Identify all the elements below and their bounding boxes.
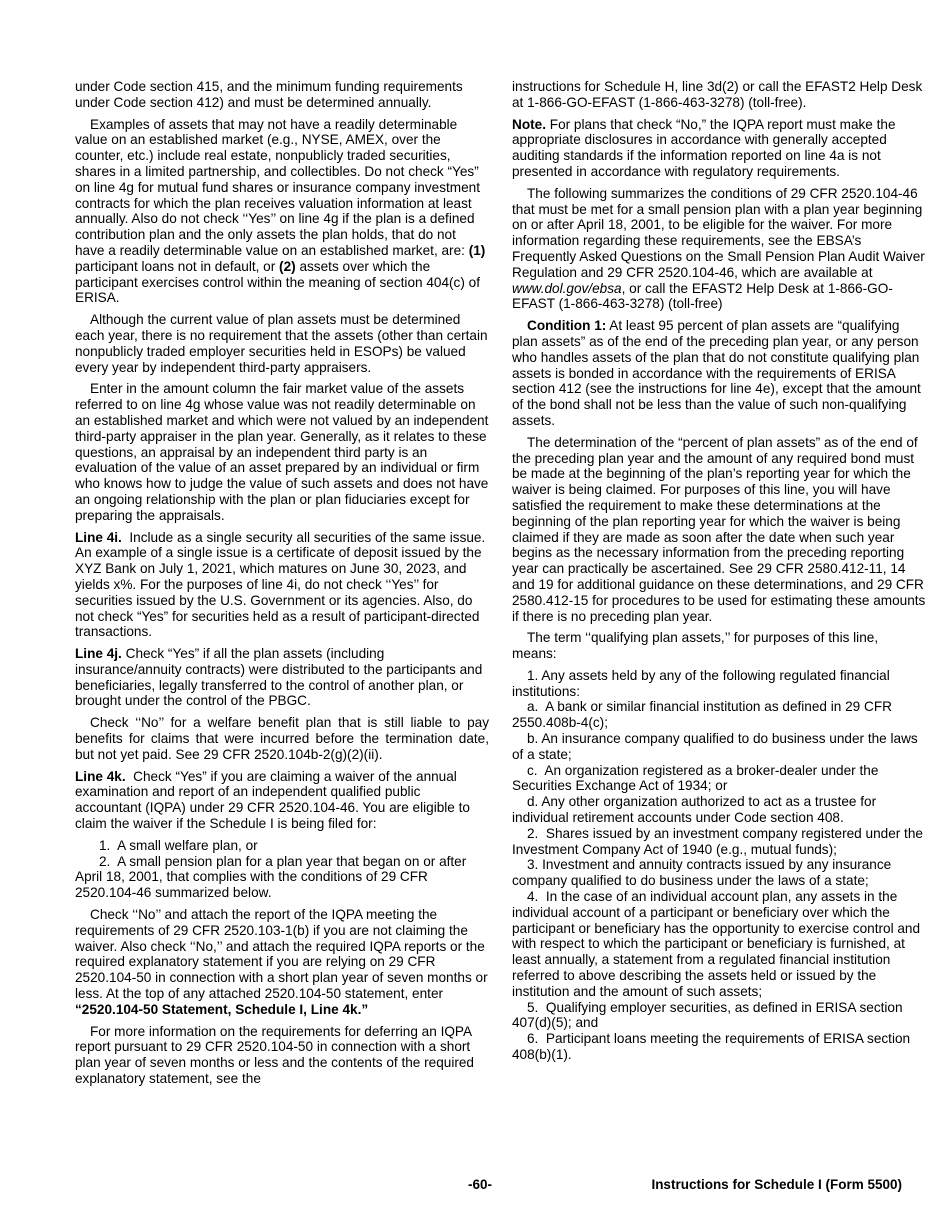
- bold-text: (2): [279, 258, 296, 274]
- paragraph: [75, 715, 489, 762]
- text-segment: 4. In the case of an individual account plan, any assets in the individual account of a participant or beneficiary over which the participant or beneficiary has the opportunity to exercise control and with respect to which the participant or beneficiary is furnished, at least annually, a statement from a regulated financial institution referred to above describing the assets held or issued by the institution and the amount of such assets;: [512, 889, 921, 999]
- text-segment: b. An insurance company qualified to do business under the laws of a state;: [512, 731, 918, 762]
- paragraph: [512, 794, 926, 826]
- text-segment: instructions for Schedule H, line 3d(2) or call the EFAST2 Help Desk at 1-866-GO-EFAST (1-866-463-3278) (toll-free).: [512, 79, 923, 110]
- text-segment: c. An organization registered as a broker-dealer under the Securities Exchange Act of 1934; or: [512, 762, 879, 794]
- column-right: [512, 79, 926, 1087]
- paragraph: [75, 1024, 489, 1087]
- paragraph: [512, 186, 926, 312]
- text-segment: 2. A small pension plan for a plan year that began on or after April 18, 2001, that complies with the conditions of 29 CFR 2520.104-46 summarized below.: [75, 853, 467, 901]
- paragraph: [75, 117, 489, 307]
- paragraph: [75, 646, 489, 709]
- italic-text: www.dol.gov/ebsa: [512, 280, 622, 296]
- text-segment: 5. Qualifying employer securities, as defined in ERISA section 407(d)(5); and: [512, 999, 903, 1031]
- text-segment: d. Any other organization authorized to act as a trustee for individual retirement accounts under Code section 408.: [512, 794, 877, 826]
- paragraph: [512, 630, 926, 662]
- paragraph: [512, 79, 926, 111]
- paragraph: [512, 117, 926, 180]
- paragraph: [75, 769, 489, 832]
- paragraph: [75, 312, 489, 375]
- paragraph: [512, 889, 926, 1000]
- paragraph: [512, 857, 926, 889]
- paragraph: [75, 838, 489, 854]
- text-segment: assets over which the participant exercises control within the meaning of section 404(c) of ERISA.: [75, 258, 480, 306]
- text-segment: 6. Participant loans meeting the requirements of ERISA section 408(b)(1).: [512, 1031, 911, 1063]
- paragraph: [75, 381, 489, 523]
- text-segment: Enter in the amount column the fair market value of the assets referred to on line 4g whose value was not readily determinable on an established market and which were not valued by an independent third-party appraiser in the plan year. Generally, as it relates to these questions, an appraisal by an independent third party is an evaluation of the value of an asset prepared by an individual or firm who knows how to judge the value of such assets and does not have an ongoing relationship with the plan or plan fiduciaries except for preparing the appraisals.: [75, 381, 489, 523]
- paragraph: [512, 731, 926, 763]
- bold-text: (1): [468, 242, 486, 258]
- paragraph: [512, 699, 926, 731]
- text-segment: Examples of assets that may not have a readily determinable value on an established market (e.g., NYSE, AMEX, over the counter, etc.) include real estate, nonpublicly traded securities, shares in a limited partnership, and collectibles. Do not check “Yes” on line 4g for mutual fund shares or insurance company investment contracts for which the plan receives valuation information at least annually. Also do not check ‘‘Yes’’ on line 4g if the plan is a defined contribution plan and the only assets the plan holds, that do not have a readily determinable value on an established market, are:: [75, 116, 481, 258]
- text-segment: Check “Yes” if all the plan assets (including insurance/annuity contracts) were distributed to the participants and beneficiaries, legally transferred to the control of another plan, or brought under the control of the PBGC.: [75, 646, 483, 709]
- page-footer: [0, 1177, 950, 1197]
- paragraph: [75, 79, 489, 111]
- paragraph: [512, 318, 926, 429]
- bold-text: Note.: [512, 116, 546, 132]
- text-segment: The term ‘‘qualifying plan assets,’’ for purposes of this line, means:: [512, 630, 879, 662]
- text-segment: Check “Yes” if you are claiming a waiver of the annual examination and report of an independent qualified public accountant (IQPA) under 29 CFR 2520.104-46. You are eligible to claim the waiver if the Schedule I is being filed for:: [75, 768, 470, 832]
- text-segment: participant loans not in default, or: [75, 258, 280, 274]
- text-segment: Check ‘‘No’’ for a welfare benefit plan that is still liable to pay benefits for claims that were incurred before the termination date, but not yet paid. See 29 CFR 2520.104b-2(g)(2)(ii).: [75, 715, 489, 762]
- bold-text: Line 4j.: [75, 646, 122, 662]
- bold-text: “2520.104-50 Statement, Schedule I, Line 4k.”: [75, 1001, 369, 1017]
- bold-text: Line 4i.: [75, 529, 122, 545]
- bold-text: Line 4k.: [75, 768, 126, 784]
- paragraph: [512, 763, 926, 795]
- text-segment: , or call the EFAST2 Help Desk at 1-866-GO-EFAST (1-866-463-3278) (toll-free): [512, 280, 893, 312]
- text-segment: Include as a single security all securities of the same issue. An example of a single issue is a certificate of deposit issued by the XYZ Bank on July 1, 2021, which matures on June 30, 2023, and yields x%. For the purposes of line 4i, do not check ‘‘Yes’’ for securities issued by the U.S. Government or its agencies. Also, do not check “Yes” for securities held as a result of participant-directed transactions.: [75, 529, 486, 640]
- paragraph: [75, 854, 489, 901]
- text-segment: under Code section 415, and the minimum funding requirements under Code section 412) and must be determined annually.: [75, 79, 463, 110]
- text-segment: 1. A small welfare plan, or: [99, 837, 258, 853]
- paragraph: [512, 826, 926, 858]
- paragraph: [512, 435, 926, 625]
- text-segment: Although the current value of plan assets must be determined each year, there is no requirement that the assets (other than certain nonpublicly traded employer securities held in ESOPs) be valued every year by independent third-party appraisers.: [75, 312, 488, 375]
- paragraph: [75, 530, 489, 641]
- doc-title: Instructions for Schedule I (Form 5500): [651, 1177, 902, 1192]
- paragraph: [512, 1031, 926, 1063]
- text-segment: 2. Shares issued by an investment company registered under the Investment Company Act of 1940 (e.g., mutual funds);: [512, 825, 923, 857]
- text-segment: 3. Investment and annuity contracts issued by any insurance company qualified to do business under the laws of a state;: [512, 857, 892, 889]
- text-segment: For more information on the requirements for deferring an IQPA report pursuant to 29 CFR 2520.104-50 in connection with a short plan year of seven months or less and the contents of the required explanatory statement, see the: [75, 1023, 474, 1087]
- text-segment: For plans that check “No,” the IQPA report must make the appropriate disclosures in accordance with generally accepted auditing standards if the information reported on line 4a is not presented in accordance with regulatory requirements.: [512, 116, 896, 179]
- text-segment: The following summarizes the conditions of 29 CFR 2520.104-46 that must be met for a small pension plan with a plan year beginning on or after April 18, 2001, to be eligible for the waiver. For more information regarding these requirements, see the EBSA’s Frequently Asked Questions on the Small Pension Plan Audit Waiver Regulation and 29 CFR 2520.104-46, which are available at: [512, 185, 925, 280]
- text-columns: [75, 79, 927, 1087]
- page-number: -60-: [467, 1177, 492, 1192]
- bold-text: Condition 1:: [527, 318, 607, 334]
- text-segment: a. A bank or similar financial institution as defined in 29 CFR 2550.408b-4(c);: [512, 699, 892, 731]
- paragraph: [75, 907, 489, 1018]
- text-segment: At least 95 percent of plan assets are “qualifying plan assets” as of the end of the preceding plan year, or any person who handles assets of the plan that do not constitute qualifying plan assets is bonded in accordance with the requirements of ERISA section 412 (see the instructions for line 4e), except that the amount of the bond shall not be less than the value of such non-qualifying assets.: [512, 318, 921, 428]
- text-segment: 1. Any assets held by any of the following regulated financial institutions:: [512, 667, 890, 699]
- paragraph: [512, 1000, 926, 1032]
- paragraph: [512, 668, 926, 700]
- column-left: [75, 79, 489, 1087]
- text-segment: Check ‘‘No’’ and attach the report of the IQPA meeting the requirements of 29 CFR 2520.103-1(b) if you are not claiming the waiver. Also check ‘‘No,’’ and attach the required IQPA reports or the required explanatory statement if you are relying on 29 CFR 2520.104-50 in connection with a short plan year of seven months or less. At the top of any attached 2520.104-50 statement, enter: [75, 907, 488, 1002]
- text-segment: The determination of the “percent of plan assets” as of the end of the preceding plan year and the amount of any required bond must be made at the beginning of the plan’s reporting year for which the waiver is being claimed. For purposes of this line, you will have satisfied the requirement to make these determinations at the beginning of the plan reporting year for which the waiver is being claimed if they are made as soon after the date when such year begins as the necessary information from the preceding reporting year can practically be ascertained. See 29 CFR 2580.412-11, 14 and 19 for additional guidance on these determinations, and 29 CFR 2580.412-15 for procedures to be used for estimating these amounts if there is no preceding plan year.: [512, 434, 926, 624]
